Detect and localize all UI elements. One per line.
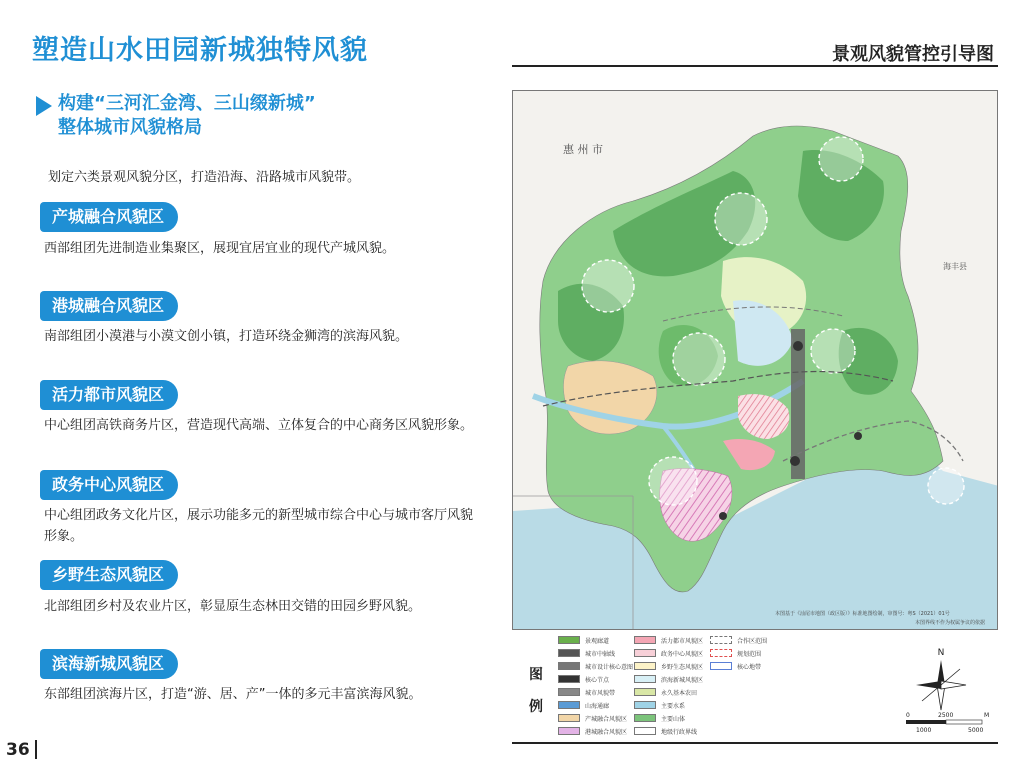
- legend-label: 活力都市风貌区: [661, 637, 704, 645]
- legend-item: [634, 634, 703, 646]
- legend-label: 地级行政界线: [661, 728, 698, 736]
- scale-zero-label: 0: [906, 712, 910, 719]
- legend-swatch: [558, 701, 580, 709]
- scale-mid-label: 1000: [916, 727, 932, 734]
- legend-label: 主要水系: [661, 702, 686, 710]
- legend-item: [634, 699, 703, 711]
- page-number-divider: [35, 740, 37, 759]
- legend-item: [634, 725, 703, 737]
- title-rule: [512, 65, 998, 67]
- legend-swatch: [558, 662, 580, 670]
- zone-desc-port: 南部组团小漠港与小漠文创小镇，打造环绕金狮湾的滨海风貌。: [44, 329, 409, 344]
- legend-label: 永久基本农田: [661, 689, 698, 697]
- legend-title-bottom: 例: [529, 699, 543, 715]
- legend-label: 山海通廊: [585, 702, 610, 710]
- legend-item: [558, 725, 633, 737]
- section-heading: [36, 92, 476, 140]
- legend-item: [634, 673, 703, 685]
- bottom-rule: [512, 742, 998, 744]
- scale-end-label: 5000: [968, 727, 984, 734]
- legend-swatch: [710, 649, 732, 657]
- legend-label: 合作区范围: [737, 637, 768, 645]
- zone-badge-government: 政务中心风貌区: [40, 470, 178, 500]
- page-number: 36: [6, 740, 30, 760]
- legend-swatch: [634, 649, 656, 657]
- legend-swatch: [558, 636, 580, 644]
- legend-item: [558, 699, 633, 711]
- north-label: N: [937, 648, 945, 658]
- zone-desc-industry: 西部组团先进制造业集聚区，展现宜居宜业的现代产城风貌。: [44, 241, 396, 256]
- north-arrow-icon: [912, 645, 970, 715]
- legend-label: 主要山体: [661, 715, 686, 723]
- legend-item: [710, 634, 767, 646]
- legend-item: [634, 660, 703, 672]
- legend-label: 乡野生态风貌区: [661, 663, 704, 671]
- legend-label: 规划范围: [737, 650, 762, 658]
- map-title: 景观风貌管控引导图: [832, 44, 994, 65]
- legend-label: 港城融合风貌区: [585, 728, 628, 736]
- zone-desc-coastal: 东部组团滨海片区，打造“游、居、产”一体的多元丰富滨海风貌。: [44, 687, 422, 702]
- map-graphic: [513, 91, 998, 630]
- legend-swatch: [634, 688, 656, 696]
- zone-badge-rural: 乡野生态风貌区: [40, 560, 178, 590]
- scale-unit-label: M: [984, 712, 990, 719]
- section-heading-line1: 构建“三河汇金湾、三山缀新城”: [58, 93, 316, 114]
- legend-swatch: [634, 636, 656, 644]
- scale-start-label: 2500: [938, 712, 954, 719]
- section-heading-line2: 整体城市风貌格局: [58, 117, 202, 138]
- legend-label: 景观廊道: [585, 637, 610, 645]
- legend-swatch: [710, 662, 732, 670]
- legend-label: 产城融合风貌区: [585, 715, 628, 723]
- legend-item: [634, 647, 703, 659]
- page-title: 塑造山水田园新城独特风貌: [32, 35, 368, 66]
- legend-swatch: [634, 714, 656, 722]
- legend-item: [558, 673, 633, 685]
- triangle-bullet-icon: [36, 96, 52, 116]
- legend-swatch: [558, 649, 580, 657]
- legend-swatch: [558, 675, 580, 683]
- legend-label: 滨海新城风貌区: [661, 676, 704, 684]
- legend-swatch: [634, 727, 656, 735]
- legend-item: [634, 686, 703, 698]
- legend-label: 城市风貌带: [585, 689, 616, 697]
- zone-desc-urban: 中心组团高铁商务片区，营造现代高端、立体复合的中心商务区风貌形象。: [44, 418, 474, 433]
- legend-label: 核心节点: [585, 676, 610, 684]
- legend-swatch: [558, 727, 580, 735]
- legend-label: 城市中轴线: [585, 650, 616, 658]
- map-note-line1: 本图基于《汕尾市地图（政区版）》标准地图绘制，审图号：粤S（2021）01号: [775, 611, 950, 617]
- legend-swatch: [558, 714, 580, 722]
- legend-swatch: [634, 701, 656, 709]
- legend-item: [634, 712, 703, 724]
- legend-item: [558, 634, 633, 646]
- landscape-guide-map: [512, 90, 998, 630]
- legend-item: [710, 660, 767, 672]
- legend-label: 城市设计核心意图: [585, 663, 634, 671]
- legend-item: [558, 647, 633, 659]
- legend-item: [558, 686, 633, 698]
- legend-swatch: [634, 662, 656, 670]
- label-huizhou: 惠 州 市: [563, 143, 603, 156]
- legend-title-top: 图: [529, 667, 543, 683]
- zone-badge-urban: 活力都市风貌区: [40, 380, 178, 410]
- legend-column-3: [710, 634, 767, 673]
- legend-swatch: [634, 675, 656, 683]
- legend-label: 核心地带: [737, 663, 762, 671]
- legend-column-1: [558, 634, 633, 738]
- legend-swatch: [558, 688, 580, 696]
- zone-desc-government: 中心组团政务文化片区，展示功能多元的新型城市综合中心与城市客厅风貌形象。: [44, 508, 474, 544]
- zone-desc-rural: 北部组团乡村及农业片区，彰显原生态林田交错的田园乡野风貌。: [44, 599, 422, 614]
- intro-text: 划定六类景观风貌分区，打造沿海、沿路城市风貌带。: [48, 170, 361, 185]
- scale-bar: [904, 710, 994, 736]
- map-note-line2: 本图界线不作为权属争议的依据: [915, 620, 986, 626]
- zone-badge-industry: 产城融合风貌区: [40, 202, 178, 232]
- legend-column-2: [634, 634, 703, 738]
- legend-item: [558, 660, 633, 672]
- legend-item: [558, 712, 633, 724]
- legend-item: [710, 647, 767, 659]
- legend-label: 政务中心风貌区: [661, 650, 704, 658]
- label-haifeng: 海丰县: [943, 262, 967, 271]
- zone-badge-coastal: 滨海新城风貌区: [40, 649, 178, 679]
- legend-swatch: [710, 636, 732, 644]
- zone-badge-port: 港城融合风貌区: [40, 291, 178, 321]
